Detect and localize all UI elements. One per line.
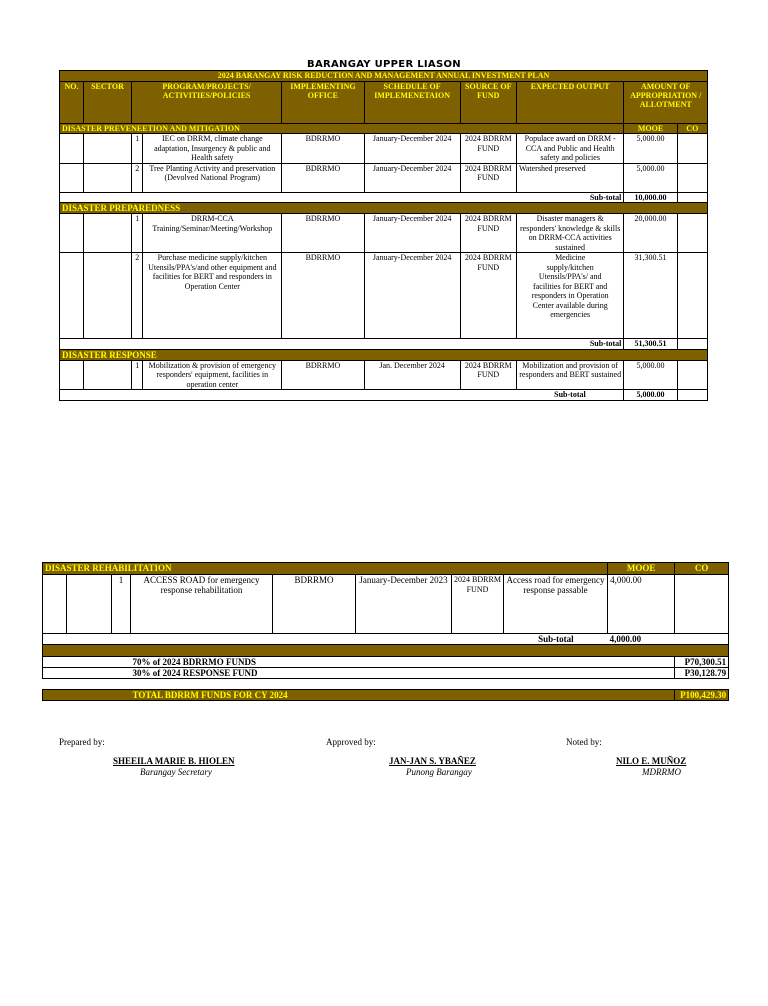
row-output: Watershed preserved	[516, 163, 623, 192]
row-output: Access road for emergency response passable	[504, 575, 608, 634]
col-header-no: NO.	[60, 82, 84, 124]
row-office: BDRRMO	[282, 360, 364, 390]
col-header-source: SOURCE OF FUND	[460, 82, 516, 124]
noted-by-name: NILO E. MUÑOZ	[616, 756, 687, 766]
subtotal-row	[43, 634, 729, 645]
row-schedule: January-December 2024	[364, 214, 460, 253]
row-co	[677, 134, 707, 164]
row-schedule: January-December 2024	[364, 134, 460, 164]
row-source: 2024 BDRRM FUND	[460, 134, 516, 164]
row-output: Mobilization and provision of responders and BERT sustained	[516, 360, 623, 390]
noted-by-title: MDRRMO	[642, 767, 681, 777]
section-header: DISASTER PREPAREDNESS	[60, 203, 708, 214]
total-funds-label: TOTAL BDRRM FUNDS FOR CY 2024	[131, 690, 675, 701]
col-header-output: EXPECTED OUTPUT	[516, 82, 623, 124]
row-mooe: 4,000.00	[608, 575, 675, 634]
row-output: Populace award on DRRM - CCA and Public and Health safety and policies	[516, 134, 623, 164]
table-row	[43, 575, 729, 634]
col-header-mooe: MOOE	[624, 124, 677, 134]
prepared-by-label: Prepared by:	[59, 737, 105, 747]
investment-plan-table	[59, 70, 708, 401]
row-mooe: 20,000.00	[624, 214, 677, 253]
subtotal-value: 5,000.00	[624, 390, 677, 401]
row-number: 2	[131, 163, 142, 192]
subtotal-row	[60, 339, 708, 350]
table-row	[60, 163, 708, 192]
row-source: 2024 BDRRM FUND	[460, 360, 516, 390]
row-co	[677, 163, 707, 192]
row-schedule: January-December 2024	[364, 253, 460, 339]
col-header-office: IMPLEMENTING OFFICE	[282, 82, 364, 124]
prepared-by-name: SHEEILA MARIE B. HIOLEN	[113, 756, 235, 766]
row-mooe: 5,000.00	[624, 360, 677, 390]
row-schedule: January-December 2023	[356, 575, 452, 634]
subtotal-label: Sub-total	[516, 192, 623, 203]
row-number: 2	[131, 253, 142, 339]
subtotal-row	[60, 390, 708, 401]
subtotal-value: 10,000.00	[624, 192, 677, 203]
approved-by-title: Punong Barangay	[406, 767, 472, 777]
row-source: 2024 BDRRM FUND	[460, 253, 516, 339]
row-number: 1	[131, 134, 142, 164]
table-row	[60, 214, 708, 253]
noted-by-label: Noted by:	[566, 737, 602, 747]
section-header: DISASTER RESPONSE	[60, 349, 708, 360]
row-co	[677, 214, 707, 253]
row-output: Disaster managers & responders' knowledge & skills on DRRM-CCA activities sustained	[516, 214, 623, 253]
col-header-amount: AMOUNT OF APPROPRIATION / ALLOTMENT	[624, 82, 708, 124]
row-office: BDRRMO	[282, 134, 364, 164]
col-header-program: PROGRAM/PROJECTS/ ACTIVITIES/POLICIES	[131, 82, 281, 124]
row-schedule: January-December 2024	[364, 163, 460, 192]
row-office: BDRRMO	[273, 575, 356, 634]
approved-by-label: Approved by:	[326, 737, 376, 747]
subtotal-row	[60, 192, 708, 203]
col-header-mooe: MOOE	[608, 563, 675, 575]
subtotal-value: 4,000.00	[608, 634, 675, 645]
row-number: 1	[131, 360, 142, 390]
row-output: Medicine supply/kitchen Utensils/PPA's/ and facilities for BERT and responders in Operation Center available during emergencies	[516, 253, 623, 339]
row-source: 2024 BDRRM FUND	[460, 214, 516, 253]
fund-30-value: P30,128.79	[675, 668, 729, 679]
row-mooe: 31,300.51	[624, 253, 677, 339]
row-office: BDRRMO	[282, 253, 364, 339]
document-title: BARANGAY UPPER LIASON	[307, 59, 461, 70]
fund-70-label: 70% of 2024 BDRRMO FUNDS	[131, 657, 675, 668]
subtotal-label: Sub-total	[516, 390, 623, 401]
section-header: DISASTER PREVENEETION AND MITIGATION	[60, 124, 624, 134]
total-divider-bar	[43, 645, 729, 657]
plan-title: 2024 BARANGAY RISK REDUCTION AND MANAGEMENT ANNUAL INVESTMENT PLAN	[60, 71, 708, 82]
fund-70-value: P70,300.51	[675, 657, 729, 668]
row-program: Purchase medicine supply/kitchen Utensils/PPA's/and other equipment and facilities for BERT and responders in Operation Center	[143, 253, 282, 339]
col-header-schedule: SCHEDULE OF IMPLEMENETAION	[364, 82, 460, 124]
col-header-co: CO	[677, 124, 707, 134]
row-source: 2024 BDRRM FUND	[460, 163, 516, 192]
row-office: BDRRMO	[282, 214, 364, 253]
table-row	[60, 360, 708, 390]
subtotal-label: Sub-total	[516, 339, 623, 350]
section-header: DISASTER REHABILITATION	[43, 563, 608, 575]
row-co	[677, 253, 707, 339]
row-program: IEC on DRRM, climate change adaptation, Insurgency & public and Health safety	[143, 134, 282, 164]
row-schedule: Jan. December 2024	[364, 360, 460, 390]
col-header-sector: SECTOR	[83, 82, 131, 124]
row-program: ACCESS ROAD for emergency response rehabilitation	[131, 575, 273, 634]
total-funds-value: P100,429.30	[675, 690, 729, 701]
prepared-by-title: Barangay Secretary	[140, 767, 212, 777]
row-mooe: 5,000.00	[624, 163, 677, 192]
approved-by-name: JAN-JAN S. YBAÑEZ	[389, 756, 476, 766]
table-row	[60, 253, 708, 339]
row-co	[675, 575, 729, 634]
col-header-co: CO	[675, 563, 729, 575]
row-source: 2024 BDRRM FUND	[452, 575, 504, 634]
subtotal-value: 51,300.51	[624, 339, 677, 350]
fund-30-label: 30% of 2024 RESPONSE FUND	[131, 668, 675, 679]
row-program: DRRM-CCA Training/Seminar/Meeting/Workshop	[143, 214, 282, 253]
row-office: BDRRMO	[282, 163, 364, 192]
row-number: 1	[112, 575, 131, 634]
subtotal-label: Sub-total	[43, 634, 608, 645]
row-program: Tree Planting Activity and preservation (Devolved National Program)	[143, 163, 282, 192]
rehabilitation-table	[42, 562, 729, 701]
row-mooe: 5,000.00	[624, 134, 677, 164]
row-co	[677, 360, 707, 390]
table-row	[60, 134, 708, 164]
row-number: 1	[131, 214, 142, 253]
row-program: Mobilization & provision of emergency responders' equipment, facilities in operation center	[143, 360, 282, 390]
